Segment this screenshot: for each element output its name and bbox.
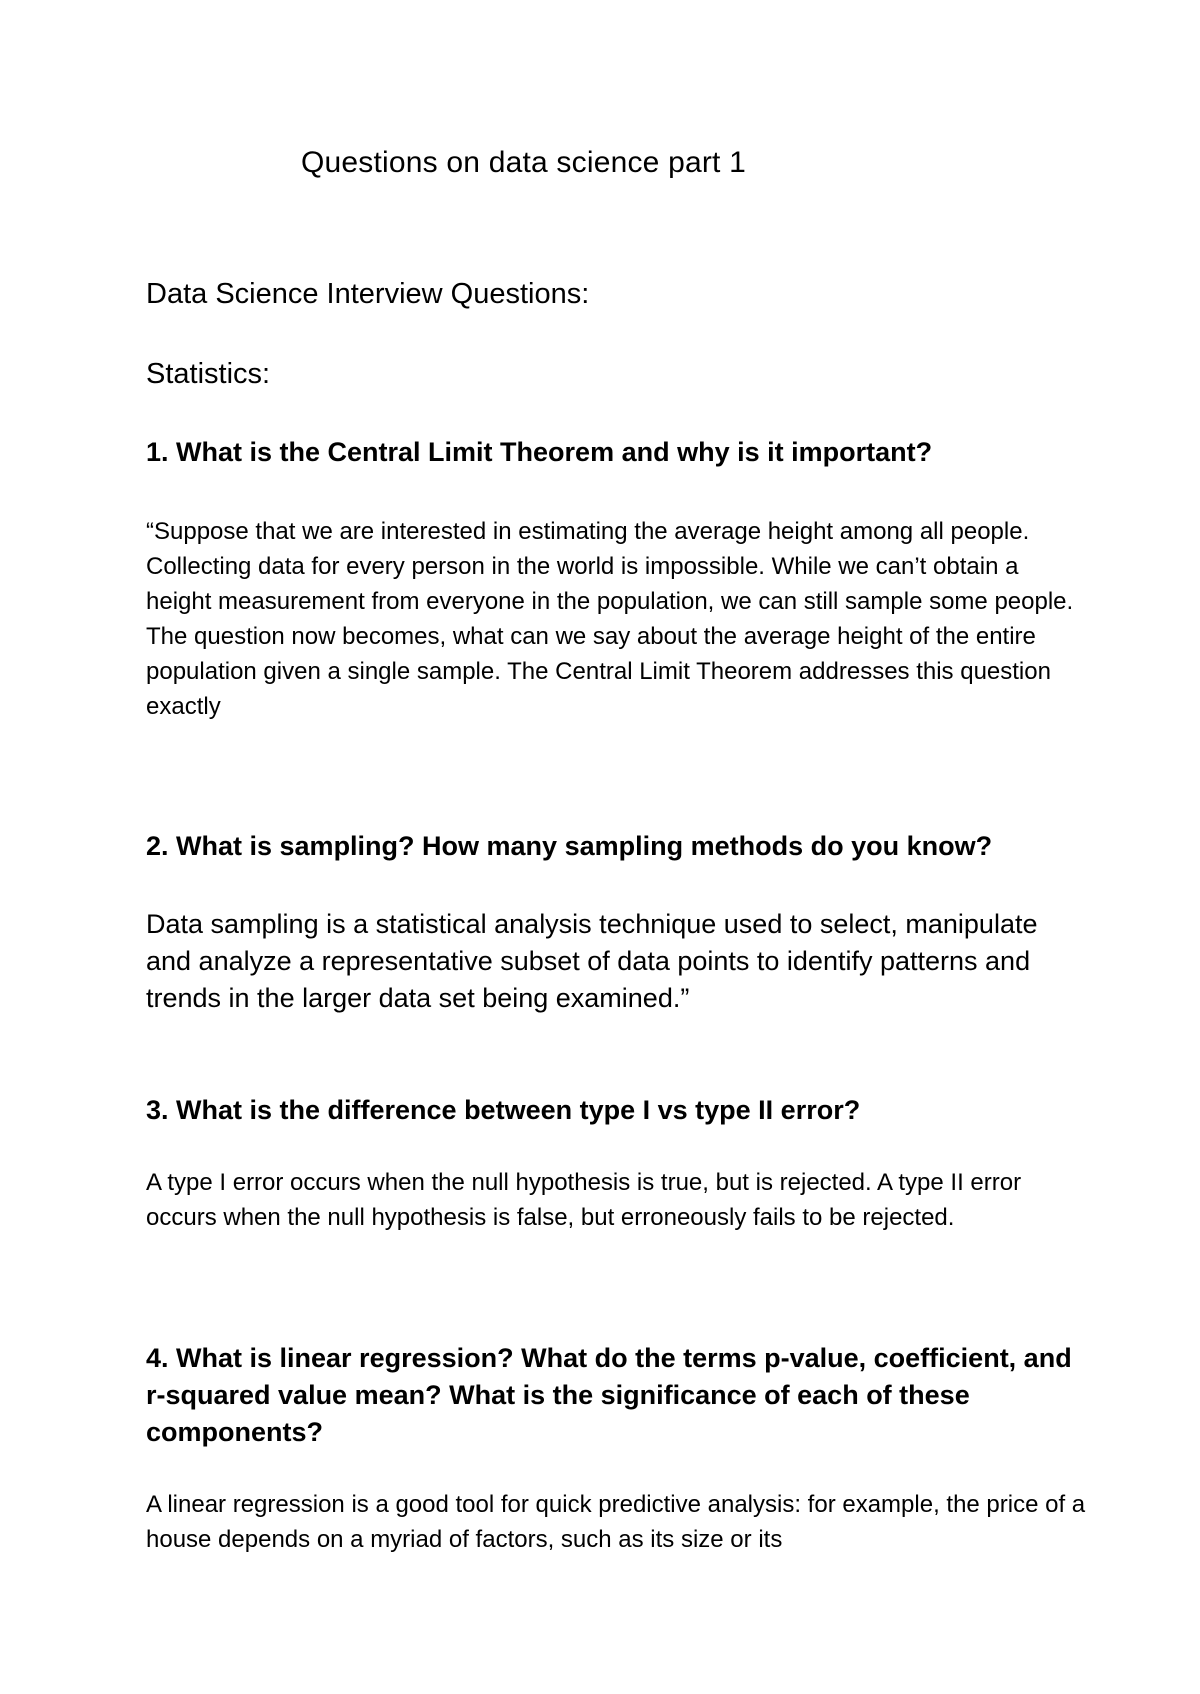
question-2: 2. What is sampling? How many sampling methods do you know?	[146, 831, 993, 861]
question-4: 4. What is linear regression? What do the terms p-value, coefficient, and r-squared value mean? What is the significance of each of these components?	[146, 1343, 1072, 1447]
question-1: 1. What is the Central Limit Theorem and why is it important?	[146, 437, 933, 467]
document-title: Questions on data science part 1	[301, 146, 747, 179]
answer-4: A linear regression is a good tool for quick predictive analysis: for example, the price of a house depends on a myriad of factors, such as its size or its	[146, 1491, 1086, 1553]
main-heading: Data Science Interview Questions:	[146, 278, 590, 310]
section-heading: Statistics:	[146, 358, 271, 390]
answer-2: Data sampling is a statistical analysis technique used to select, manipulate and analyze a representative subset of data points to identify patterns and trends in the larger data set being examined.”	[146, 909, 1038, 1013]
answer-3: A type I error occurs when the null hypothesis is true, but is rejected. A type II error occurs when the null hypothesis is false, but erroneously fails to be rejected.	[146, 1169, 1022, 1231]
question-3: 3. What is the difference between type I vs type II error?	[146, 1095, 861, 1125]
answer-1: “Suppose that we are interested in estimating the average height among all people. Collecting data for every person in the world is impossible. While we can’t obtain a height measurement from everyone in the population, we can still sample some people. The question now becomes, what can we say about the average height of the entire population given a single sample. The Central Limit Theorem addresses this question exactly	[146, 518, 1074, 720]
